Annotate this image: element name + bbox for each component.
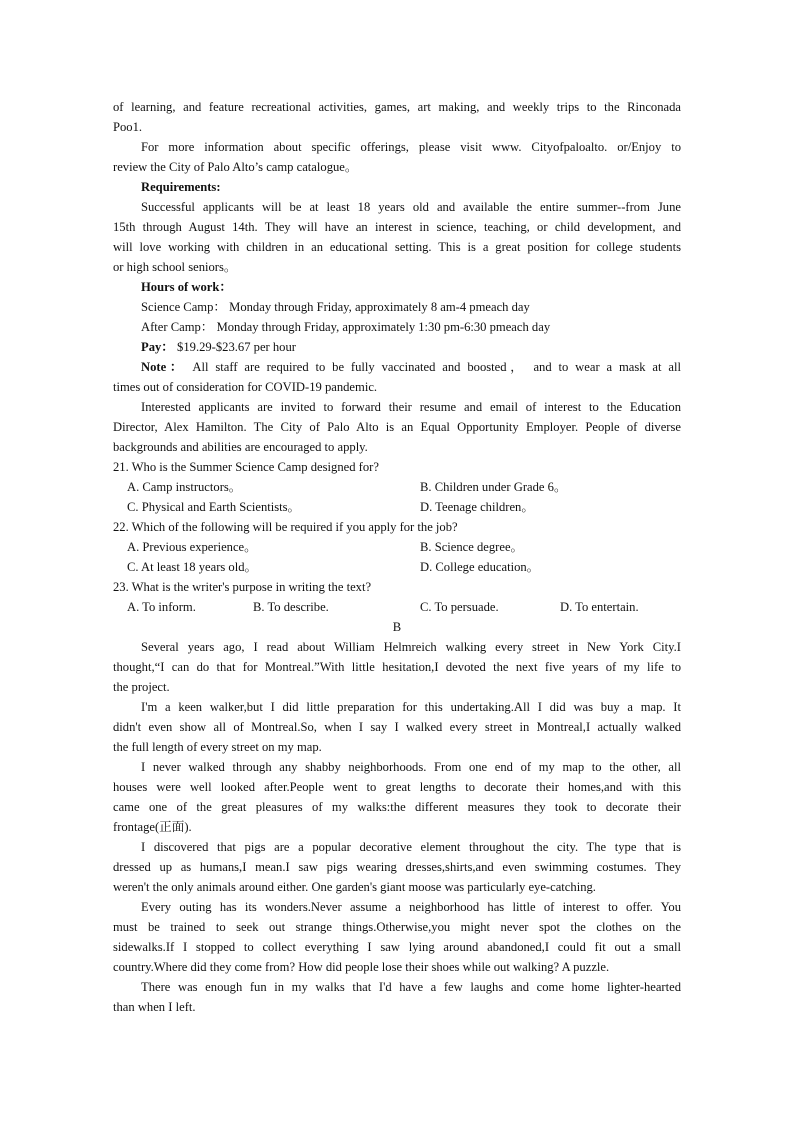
passage-b-line: dressed up as humans,I mean.I saw pigs wearing dresses,shirts,and even swimming costumes. They (113, 860, 681, 874)
passage-b-line: sidewalks.If I stopped to collect everything I saw lying around abandoned,I could fit out a small (113, 940, 681, 954)
apply-line: Interested applicants are invited to forward their resume and email of interest to the Education (141, 400, 681, 414)
passage-b-line: There was enough fun in my walks that I'd have a few laughs and come home lighter-hearted (141, 980, 681, 994)
option-a[interactable]: A. Previous experience。 (127, 540, 257, 554)
passage-b-line: I discovered that pigs are a popular decorative element throughout the city. The type that is (141, 840, 681, 854)
passage-b-line: country.Where did they come from? How did people lose their shoes while out walking? A puzzle. (113, 960, 610, 974)
pay-line (113, 337, 681, 357)
science-camp-text: Monday through Friday, approximately 8 am-4 pmeach day (229, 300, 530, 314)
pay-text: $19.29-$23.67 per hour (177, 340, 296, 354)
passage-b-line: frontage(正面). (113, 820, 192, 834)
passage-b-line: Several years ago, I read about William Helmreich walking every street in New York City.I (141, 640, 681, 654)
question-stem: 23. What is the writer's purpose in writing the text? (113, 580, 372, 594)
science-camp-label: Science Camp： (141, 300, 226, 314)
passage-a-line: of learning, and feature recreational activities, games, art making, and weekly trips to the Rinconada (113, 100, 681, 114)
pay-label: Pay： (141, 340, 174, 354)
note-text: All staff are required to be fully vaccinated and boosted， and to wear a mask at all (192, 360, 681, 374)
note-label: Note： (141, 360, 187, 374)
info-paragraph-line: review the City of Palo Alto’s camp catalogue。 (113, 160, 358, 174)
option-d[interactable]: D. Teenage children。 (420, 500, 534, 514)
option-b[interactable]: B. Children under Grade 6。 (420, 480, 567, 494)
note-line: times out of consideration for COVID-19 pandemic. (113, 380, 378, 394)
passage-b-line: than when I left. (113, 1000, 196, 1014)
passage-b-line: came one of the great pleasures of my walks:the different measures they took to decorate their (113, 800, 681, 814)
option-row (113, 477, 681, 497)
passage-b-line: thought,“I can do that for Montreal.”With little hesitation,I devoted the next five years of my life to (113, 660, 681, 674)
requirements-line: 15th through August 14th. They will have an interest in science, teaching, or child development, and (113, 220, 681, 234)
passage-a-line: Poo1. (113, 120, 143, 134)
option-row (113, 537, 681, 557)
passage-b-line: I never walked through any shabby neighborhoods. From one end of my map to the other, all (141, 760, 681, 774)
passage-b-line: houses were well looked after.People went to great lengths to decorate their homes,and with this (113, 780, 681, 794)
requirements-heading: Requirements: (141, 180, 221, 194)
option-row (113, 557, 681, 577)
option-d[interactable]: D. To entertain. (560, 600, 639, 614)
passage-b-line: weren't the only animals around either. One garden's giant moose was particularly eye-catching. (113, 880, 596, 894)
passage-b-line: I'm a keen walker,but I did little preparation for this undertaking.All I did was buy a map. It (141, 700, 681, 714)
passage-b-line: must be trained to seek out strange things.Otherwise,you might never spot the clothes on the (113, 920, 681, 934)
note-line (113, 357, 681, 377)
option-a[interactable]: A. To inform. (127, 600, 196, 614)
requirements-line: Successful applicants will be at least 18 years old and available the entire summer--from June (141, 200, 681, 214)
requirements-line: will love working with children in an educational setting. This is a great position for college students (113, 240, 681, 254)
apply-line: Director, Alex Hamilton. The City of Palo Alto is an Equal Opportunity Employer. People of diverse (113, 420, 681, 434)
passage-b-line: Every outing has its wonders.Never assume a neighborhood has little of interest to offer. You (141, 900, 681, 914)
requirements-line: or high school seniors。 (113, 260, 237, 274)
option-row (113, 497, 681, 517)
question-stem: 22. Which of the following will be required if you apply for the job? (113, 520, 458, 534)
option-d[interactable]: D. College education。 (420, 560, 540, 574)
option-a[interactable]: A. Camp instructors。 (127, 480, 242, 494)
option-c[interactable]: C. Physical and Earth Scientists。 (127, 500, 301, 514)
after-camp-hours (113, 317, 681, 337)
apply-line: backgrounds and abilities are encouraged to apply. (113, 440, 368, 454)
document-page (113, 97, 681, 1017)
option-b[interactable]: B. Science degree。 (420, 540, 524, 554)
science-camp-hours (113, 297, 681, 317)
option-c[interactable]: C. At least 18 years old。 (127, 560, 258, 574)
option-b[interactable]: B. To describe. (253, 600, 329, 614)
hours-heading: Hours of work： (141, 280, 232, 294)
option-c[interactable]: C. To persuade. (420, 600, 499, 614)
passage-b-line: the full length of every street on my map. (113, 740, 322, 754)
info-paragraph-line: For more information about specific offerings, please visit www. Cityofpaloalto. or/Enjoy to (141, 140, 681, 154)
after-camp-text: Monday through Friday, approximately 1:30 pm-6:30 pmeach day (216, 320, 551, 334)
option-row (113, 597, 681, 617)
after-camp-label: After Camp： (141, 320, 214, 334)
question-stem: 21. Who is the Summer Science Camp designed for? (113, 460, 379, 474)
passage-b-line: the project. (113, 680, 170, 694)
passage-b-line: didn't even show all of Montreal.So, when I say I walked every street in Montreal,I actually walked (113, 720, 681, 734)
passage-b-letter: B (392, 620, 402, 634)
